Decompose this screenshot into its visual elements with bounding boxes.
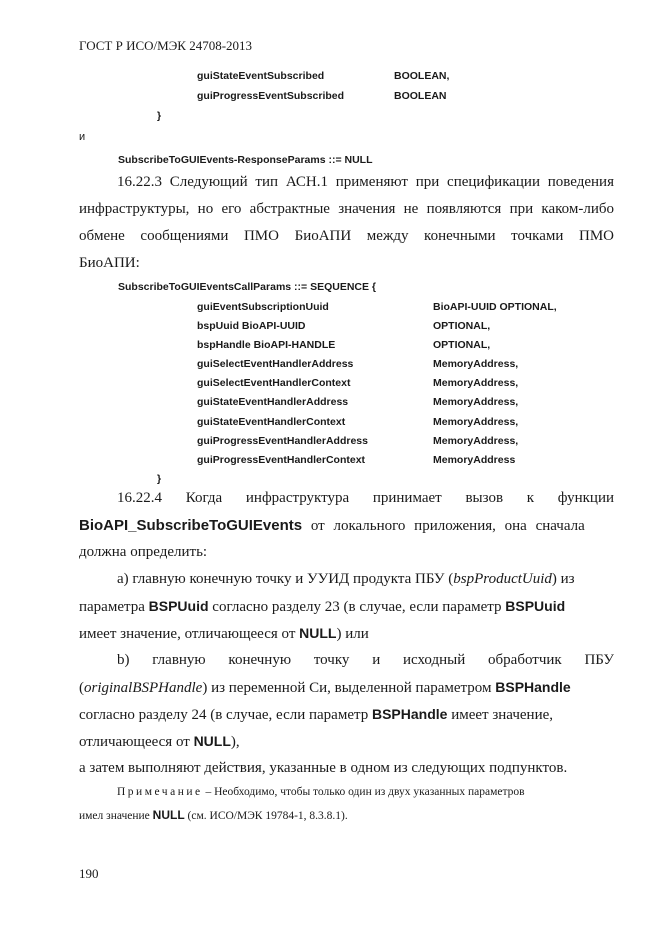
text-run: согласно разделу 24 (в случае, если параметр bbox=[79, 707, 372, 723]
italic-term: bspProductUuid bbox=[453, 571, 552, 587]
code-field-name: guiProgressEventHandlerAddress bbox=[197, 435, 368, 447]
code-field-type: BioAPI-UUID OPTIONAL, bbox=[433, 301, 557, 313]
null-keyword: NULL bbox=[299, 625, 337, 641]
code-field-type: MemoryAddress, bbox=[433, 358, 519, 370]
code-field-name: guiStateEventSubscribed bbox=[197, 70, 325, 82]
code-close-brace: } bbox=[157, 473, 162, 485]
function-name: BioAPI_SubscribeToGUIEvents bbox=[79, 517, 303, 534]
conjunction: и bbox=[79, 131, 86, 143]
note-line bbox=[79, 808, 614, 822]
code-field-type: BOOLEAN bbox=[394, 90, 447, 102]
text-run: имеет значение, bbox=[447, 707, 554, 723]
paragraph-line: b) главную конечную точку и исходный обработчик ПБУ bbox=[117, 652, 614, 668]
param-name: BSPUuid bbox=[505, 598, 566, 614]
code-field-name: guiProgressEventHandlerContext bbox=[197, 454, 366, 466]
null-keyword: NULL bbox=[193, 733, 231, 749]
paragraph-line bbox=[79, 733, 614, 751]
page-number: 190 bbox=[79, 866, 99, 881]
paragraph-line: а затем выполняют действия, указанные в одном из следующих подпунктов. bbox=[79, 760, 568, 776]
text-run: ), bbox=[230, 734, 240, 750]
code-response-params: SubscribeToGUIEvents-ResponseParams ::= NULL bbox=[118, 154, 373, 166]
paragraph-line bbox=[79, 706, 614, 724]
paragraph-line: 16.22.3 Следующий тип АСН.1 применяют при спецификации поведения bbox=[117, 174, 614, 190]
paragraph-line bbox=[79, 679, 614, 697]
text-run: имел значение bbox=[79, 810, 153, 822]
code-field-type: MemoryAddress bbox=[433, 454, 516, 466]
paragraph-line: обмене сообщениями ПМО БиоАПИ между конечными точками ПМО bbox=[79, 228, 614, 244]
param-name: BSPHandle bbox=[495, 679, 571, 695]
page-header: ГОСТ Р ИСО/МЭК 24708-2013 bbox=[79, 38, 253, 53]
code-field-name: guiEventSubscriptionUuid bbox=[197, 301, 329, 313]
code-field-type: MemoryAddress, bbox=[433, 377, 519, 389]
null-keyword: NULL bbox=[152, 808, 185, 822]
code-field-name: bspUuid BioAPI-UUID bbox=[197, 320, 306, 332]
italic-term: originalBSPHandle bbox=[84, 680, 203, 696]
paragraph-line: инфраструктуры, но его абстрактные значения не появляются при каком-либо bbox=[79, 201, 614, 217]
text-run: – Необходимо, чтобы только один из двух указанных параметров bbox=[202, 786, 525, 798]
paragraph-line bbox=[79, 625, 614, 643]
code-sequence-head: SubscribeToGUIEventsCallParams ::= SEQUENCE { bbox=[118, 281, 377, 293]
code-field-name: guiStateEventHandlerAddress bbox=[197, 396, 349, 408]
text-run: а) главную конечную точку и УУИД продукта ПБУ ( bbox=[117, 571, 454, 587]
code-field-type: OPTIONAL, bbox=[433, 320, 491, 332]
code-field-name: guiStateEventHandlerContext bbox=[197, 416, 346, 428]
text-run: ) или bbox=[336, 626, 369, 642]
text-run: (см. ИСО/МЭК 19784-1, 8.3.8.1). bbox=[184, 810, 348, 822]
param-name: BSPUuid bbox=[148, 598, 209, 614]
text-run: ) из bbox=[551, 571, 575, 587]
paragraph-line bbox=[79, 517, 614, 535]
code-field-name: guiProgressEventSubscribed bbox=[197, 90, 345, 102]
paragraph-line: 16.22.4 Когда инфраструктура принимает вызов к функции bbox=[117, 490, 614, 506]
code-field-name: guiSelectEventHandlerAddress bbox=[197, 358, 354, 370]
code-field-type: OPTIONAL, bbox=[433, 339, 491, 351]
note-line bbox=[79, 786, 614, 798]
param-name: BSPHandle bbox=[371, 706, 448, 722]
paragraph-line: БиоАПИ: bbox=[79, 255, 140, 271]
code-field-type: BOOLEAN, bbox=[394, 70, 450, 82]
text-run: ) из переменной Си, выделенной параметром bbox=[202, 680, 496, 696]
code-close-brace: } bbox=[157, 110, 162, 122]
text-run: согласно разделу 23 (в случае, если параметр bbox=[208, 599, 506, 615]
text-run: параметра bbox=[79, 599, 149, 615]
code-field-name: guiSelectEventHandlerContext bbox=[197, 377, 351, 389]
paragraph-line bbox=[79, 598, 614, 616]
code-field-name: bspHandle BioAPI-HANDLE bbox=[197, 339, 336, 351]
text-run: ( bbox=[79, 680, 84, 696]
text-run: имеет значение, отличающееся от bbox=[79, 626, 300, 642]
text-run: от локального приложения, она сначала bbox=[302, 518, 585, 534]
paragraph-line bbox=[79, 571, 614, 588]
note-label: Примечание bbox=[117, 786, 203, 798]
paragraph-line: должна определить: bbox=[79, 544, 208, 560]
text-run: отличающееся от bbox=[79, 734, 194, 750]
code-field-type: MemoryAddress, bbox=[433, 416, 519, 428]
code-field-type: MemoryAddress, bbox=[433, 435, 519, 447]
code-field-type: MemoryAddress, bbox=[433, 396, 519, 408]
